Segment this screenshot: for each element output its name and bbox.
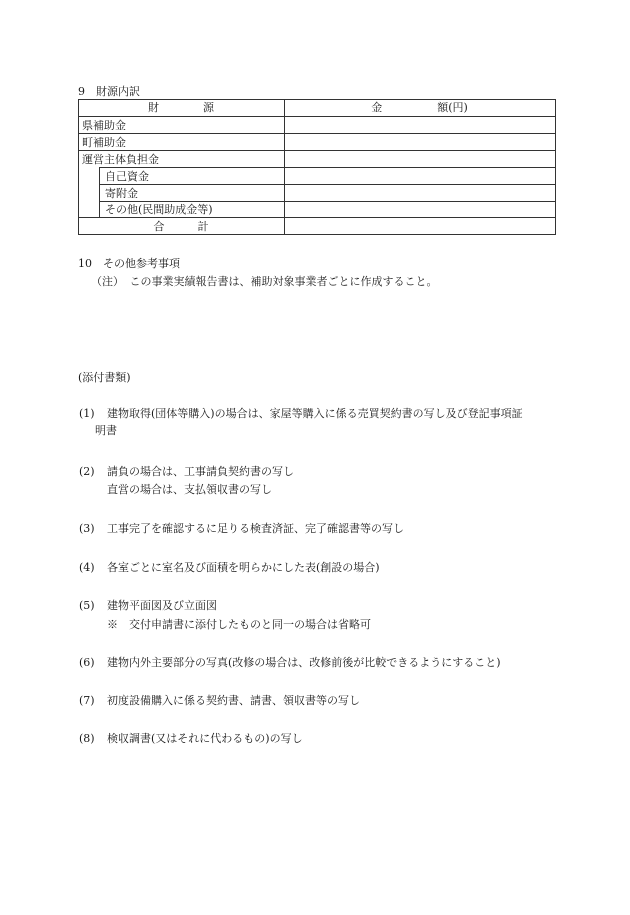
section-10-heading: 10 その他参考事項 bbox=[78, 257, 180, 270]
attachment-text: 建物平面図及び立面図 bbox=[107, 599, 217, 612]
attachment-text: 工事完了を確認するに足りる検査済証、完了確認書等の写し bbox=[107, 522, 404, 535]
header-source: 財 源 bbox=[148, 101, 214, 114]
row-town-subsidy: 町補助金 bbox=[82, 136, 126, 149]
header-amount: 金 額(円) bbox=[371, 101, 468, 114]
table-row-divider bbox=[78, 150, 556, 151]
attachment-number: (8) bbox=[79, 732, 95, 745]
attachment-number: (1) bbox=[79, 407, 95, 420]
attachment-text-continued: 明書 bbox=[95, 424, 117, 437]
row-operator-contribution: 運営主体負担金 bbox=[82, 153, 159, 166]
attachment-text-continued: ※ 交付申請書に添付したものと同一の場合は省略可 bbox=[107, 618, 371, 631]
table-border-left bbox=[78, 99, 79, 235]
attachment-text-continued: 直営の場合は、支払領収書の写し bbox=[107, 483, 272, 496]
row-prefecture-subsidy: 県補助金 bbox=[82, 119, 126, 132]
row-own-funds: 自己資金 bbox=[105, 170, 149, 183]
attachment-number: (2) bbox=[79, 465, 95, 478]
table-border-bottom bbox=[78, 234, 556, 235]
table-border-top bbox=[78, 99, 556, 100]
table-border-right bbox=[555, 99, 556, 235]
table-column-divider bbox=[284, 99, 285, 235]
section-10-note: （注） この事業実績報告書は、補助対象事業者ごとに作成すること。 bbox=[91, 275, 438, 288]
section-9-heading: 9 財源内訳 bbox=[78, 85, 140, 98]
row-donations: 寄附金 bbox=[105, 187, 138, 200]
attachment-text: 建物取得(団体等購入)の場合は、家屋等購入に係る売買契約書の写し及び登記事項証 bbox=[107, 407, 523, 420]
table-row-divider bbox=[99, 201, 556, 202]
attachment-number: (3) bbox=[79, 522, 95, 535]
table-row-divider bbox=[78, 116, 556, 117]
attachments-title: (添付書類) bbox=[78, 371, 131, 384]
table-row-divider bbox=[78, 133, 556, 134]
attachment-text: 建物内外主要部分の写真(改修の場合は、改修前後が比較できるようにすること) bbox=[107, 656, 501, 669]
row-other: その他(民間助成金等) bbox=[105, 203, 213, 216]
attachment-text: 請負の場合は、工事請負契約書の写し bbox=[107, 465, 294, 478]
attachment-text: 各室ごとに室名及び面積を明らかにした表(創設の場合) bbox=[107, 561, 380, 574]
table-row-divider bbox=[99, 184, 556, 185]
table-indent-divider bbox=[99, 167, 100, 217]
attachment-number: (5) bbox=[79, 599, 95, 612]
attachment-number: (4) bbox=[79, 561, 95, 574]
attachment-text: 初度設備購入に係る契約書、請書、領収書等の写し bbox=[107, 694, 360, 707]
funding-table bbox=[78, 99, 556, 235]
attachment-text: 検収調書(又はそれに代わるもの)の写し bbox=[107, 732, 303, 745]
table-row-divider bbox=[78, 217, 556, 218]
attachment-number: (6) bbox=[79, 656, 95, 669]
table-row-divider bbox=[99, 167, 556, 168]
attachment-number: (7) bbox=[79, 694, 95, 707]
row-total: 合 計 bbox=[153, 220, 209, 233]
